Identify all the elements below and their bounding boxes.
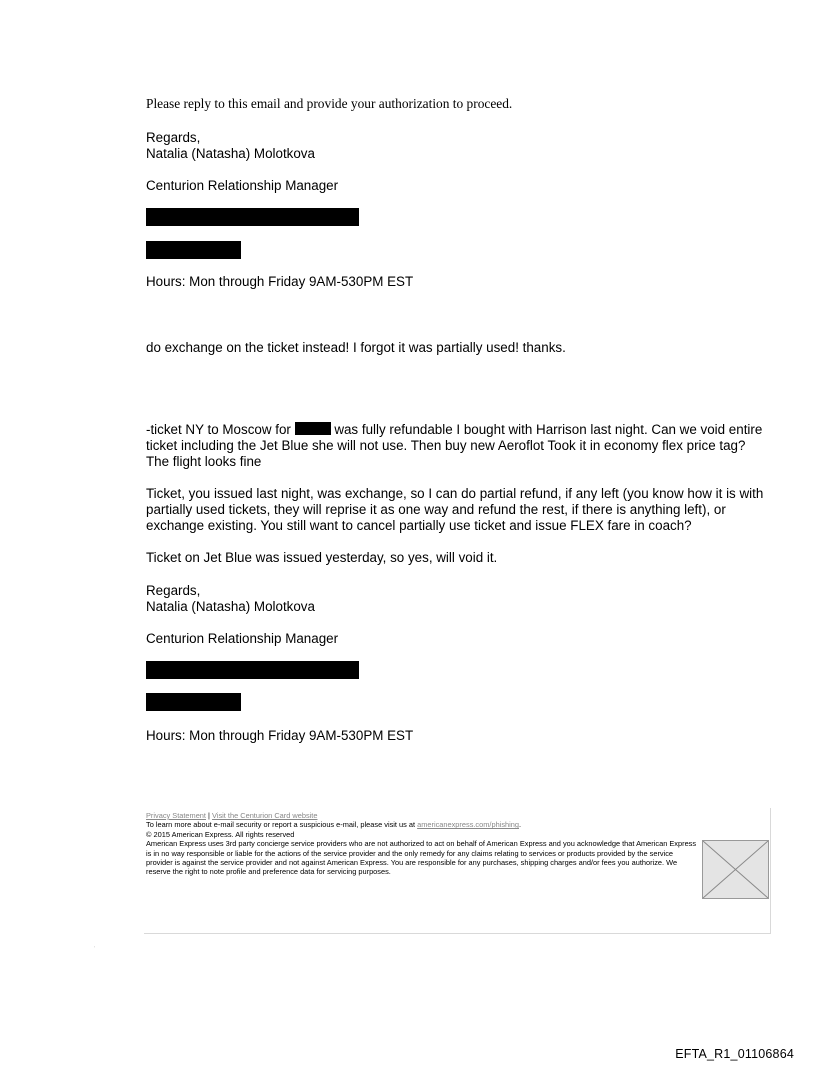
copyright: © 2015 American Express. All rights reserved (146, 829, 295, 839)
phishing-link[interactable]: americanexpress.com/phishing (417, 820, 519, 830)
link-separator: | (208, 811, 210, 820)
signature-hours: Hours: Mon through Friday 9AM-530PM EST (146, 274, 414, 289)
authorization-request: Please reply to this email and provide your authorization to proceed. (146, 96, 513, 111)
redaction-inline (295, 422, 331, 435)
broken-image-placeholder (702, 840, 769, 899)
exchange-reply: Ticket, you issued last night, was exchange, so I can do partial refund, if any left (you know how it is with partially used tickets, they will reprise it as one way and refund the rest, if there is anything left), or exchange existing. You still want to cancel partially use ticket and issue FLEX fare in coach? (146, 486, 764, 533)
redaction-bar (146, 241, 241, 259)
centurion-website-link[interactable]: Visit the Centurion Card website (212, 811, 318, 820)
signature-regards: Regards, (146, 583, 201, 598)
redaction-bar (146, 693, 241, 711)
signature-name: Natalia (Natasha) Molotkova (146, 599, 315, 614)
signature-title: Centurion Relationship Manager (146, 631, 339, 646)
signature-name: Natalia (Natasha) Molotkova (146, 146, 315, 161)
disclaimer: American Express uses 3rd party concierge service providers who are not authorized to act on behalf of American Express and you acknowledge that American Express is in no way responsible or liable for the actions of the service provider and the only remedy for any claims relating to services or products provided by the service provider is against the service provider and not against American Express. You are responsible for any purchases, shipping charges and/or fees you authorize. We reserve the right to note profile and preference data for servicing purposes. (146, 839, 697, 877)
exchange-message: do exchange on the ticket instead! I forgot it was partially used! thanks. (146, 340, 566, 355)
signature-regards: Regards, (146, 130, 201, 145)
signature-hours: Hours: Mon through Friday 9AM-530PM EST (146, 728, 414, 743)
security-notice (146, 820, 698, 829)
security-text: To learn more about e-mail security or report a suspicious e-mail, please visit us at (146, 820, 418, 830)
security-end: . (518, 820, 522, 830)
redaction-bar (146, 208, 359, 226)
ticket-message (146, 422, 771, 470)
signature-title: Centurion Relationship Manager (146, 178, 339, 193)
redaction-bar (146, 661, 359, 679)
image-placeholder-icon (703, 841, 768, 898)
ticket-message-end: was fully refundable I bought with Harrison last night. Can we void entire ticket including the Jet Blue she will not use. Then buy new Aeroflot Took it in economy flex price tag? The flight looks fine (146, 422, 763, 469)
footer-text (146, 811, 698, 877)
privacy-statement-link[interactable]: Privacy Statement (146, 811, 206, 820)
jetblue-reply: Ticket on Jet Blue was issued yesterday, so yes, will void it. (146, 550, 498, 565)
ticket-message-start: -ticket NY to Moscow for (146, 422, 295, 437)
stray-mark: ' (94, 945, 95, 950)
bates-number: EFTA_R1_01106864 (675, 1047, 794, 1061)
footer-links (146, 811, 698, 820)
email-footer (144, 808, 771, 934)
